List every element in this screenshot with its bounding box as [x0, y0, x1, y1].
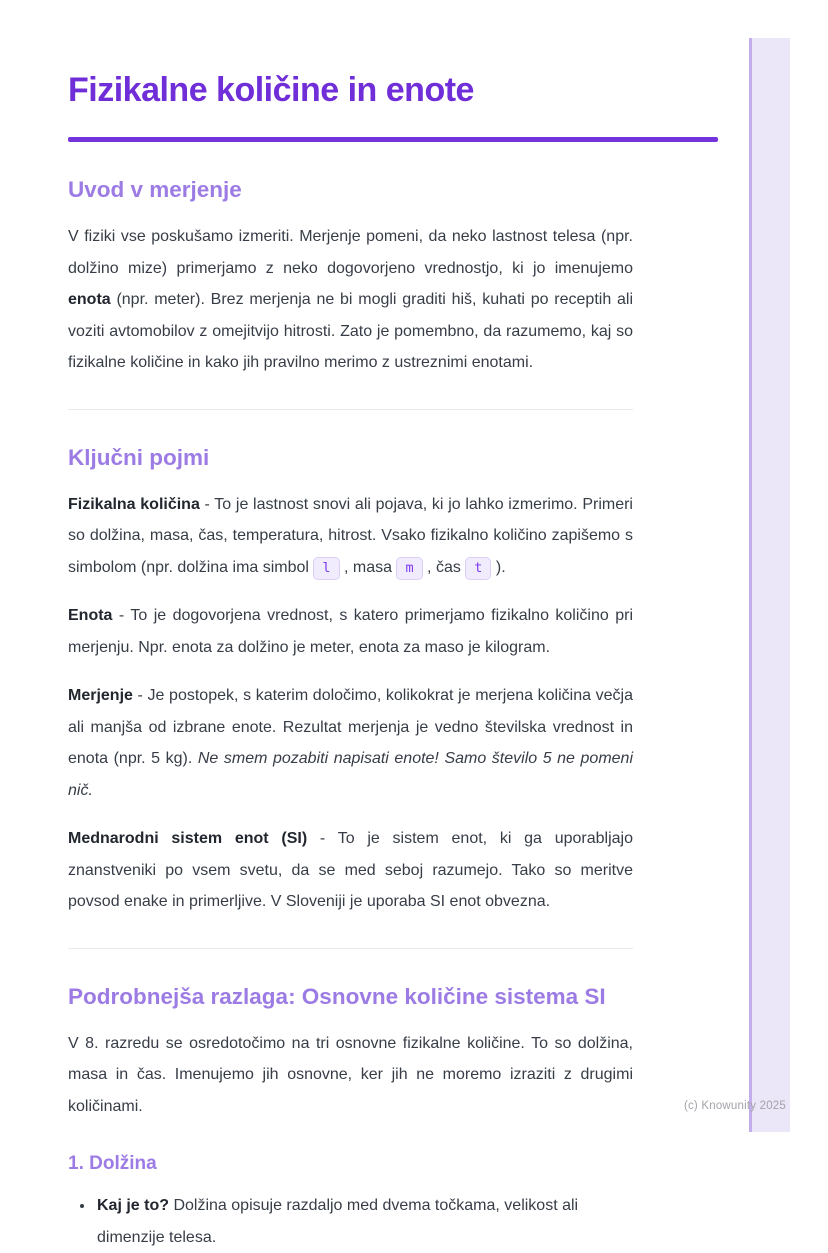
- copyright-footer: (c) Knowunity 2025: [683, 1100, 786, 1112]
- paragraph-unit: [68, 600, 633, 663]
- paragraph-quantity: [68, 489, 633, 584]
- measurement-italic-note: Ne smem pozabiti napisati enote! Samo število 5 ne pomeni nič.: [68, 750, 633, 799]
- list-item-what-is-it: [95, 1190, 633, 1253]
- intro-bold-enota: enota: [68, 291, 111, 308]
- title-underline-rule: [68, 137, 718, 142]
- quantity-text-1: - To je lastnost snovi ali pojava, ki jo lahko izmerimo. Primeri so dolžina, masa, čas, temperatura, hitrost. Vsako fizikalno količino zapišemo s simbolom (npr. dolžina ima simbol: [68, 495, 633, 576]
- quantity-lead: Fizikalna količina: [68, 495, 200, 513]
- measurement-lead: Merjenje: [68, 687, 133, 704]
- paragraph-intro: [68, 221, 633, 379]
- quantity-text-2: , masa: [339, 558, 397, 576]
- bullet-text: Dolžina opisuje razdaljo med dvema točkama, velikost ali dimenzije telesa.: [97, 1197, 579, 1246]
- page-accent-bar: [749, 38, 790, 1132]
- inline-code-symbol-m: m: [396, 557, 422, 580]
- paragraph-measurement: [68, 680, 633, 806]
- quantity-text-4: ).: [491, 558, 506, 576]
- section-divider-2: [68, 948, 633, 949]
- section-heading-intro: Uvod v merjenje: [68, 177, 242, 202]
- si-system-lead: Mednarodni sistem enot (SI): [68, 830, 308, 847]
- length-bullet-list: [68, 1190, 633, 1253]
- section-heading-key-concepts: Ključni pojmi: [68, 444, 210, 470]
- measurement-text: - Je postopek, s katerim določimo, kolikokrat je merjena količina večja ali manjša od izbrane enote. Rezultat merjenja je vedno številska vrednost in enota (npr. 5 kg).: [68, 687, 633, 767]
- bullet-lead: Kaj je to?: [97, 1197, 170, 1214]
- quantity-text-3: , čas: [422, 558, 466, 576]
- unit-lead: Enota: [68, 607, 113, 624]
- unit-text: - To je dogovorjena vrednost, s katero primerjamo fizikalno količino pri merjenju. Npr. enota za dolžino je meter, enota za maso je kilogram.: [68, 607, 633, 656]
- section-divider-1: [68, 409, 633, 410]
- paragraph-detail: V 8. razredu se osredotočimo na tri osnovne fizikalne količine. To so dolžina, masa in čas. Imenujemo jih osnovne, ker jih ne moremo izraziti z drugimi količinami.: [68, 1034, 633, 1115]
- section-heading-detail: Podrobnejša razlaga: Osnovne količine sistema SI: [68, 983, 606, 1009]
- document-content: [68, 70, 718, 1253]
- inline-code-symbol-l: l: [313, 557, 339, 580]
- intro-text-1: V fiziki vse poskušamo izmeriti. Merjenje pomeni, da neko lastnost telesa (npr. dolžino mize) primerjamo z neko dogovorjeno vrednostjo, ki jo imenujemo: [68, 228, 633, 277]
- sub-heading-length: 1. Dolžina: [68, 1153, 157, 1174]
- inline-code-symbol-t: t: [465, 557, 491, 580]
- intro-text-2: (npr. meter). Brez merjenja ne bi mogli graditi hiš, kuhati po receptih ali voziti avtomobilov z omejitvijo hitrosti. Zato je pomembno, da razumemo, kaj so fizikalne količine in kako jih pravilno merimo z ustreznimi enotami.: [68, 291, 633, 371]
- page-title: Fizikalne količine in enote: [68, 71, 474, 109]
- paragraph-si-system: [68, 823, 633, 918]
- si-system-text: - To je sistem enot, ki ga uporabljajo znanstveniki po vsem svetu, da se med seboj razumejo. Tako so meritve povsod enake in primerljive. V Sloveniji je uporaba SI enot obvezna.: [68, 830, 633, 910]
